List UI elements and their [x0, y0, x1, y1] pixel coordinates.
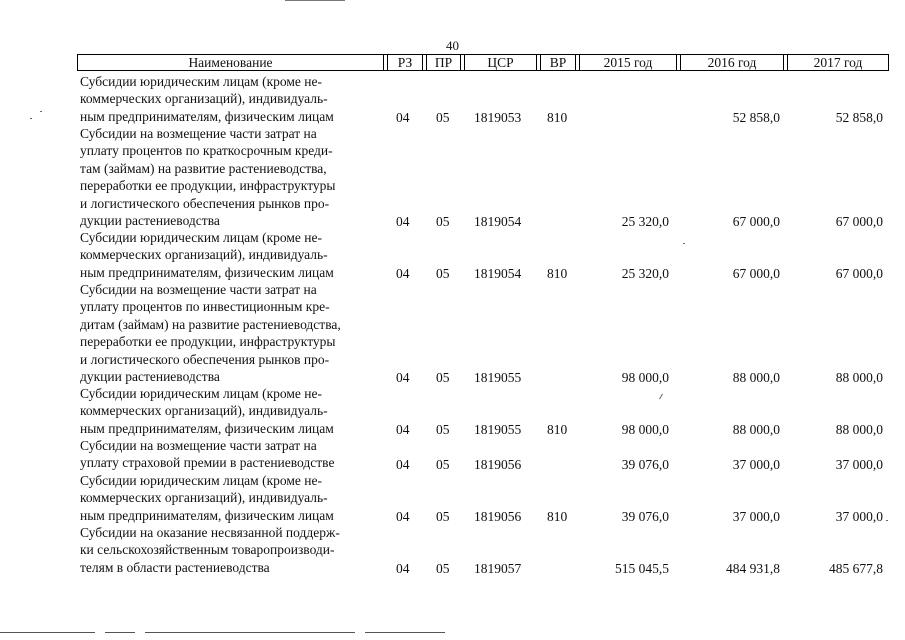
row-rz: 04: [396, 369, 410, 385]
scan-speck: [40, 111, 42, 112]
row-2016: 67 000,0: [732, 213, 780, 229]
row-csr: 1819054: [474, 265, 522, 281]
row-csr: 1819055: [474, 421, 522, 437]
row-2016: 88 000,0: [732, 421, 780, 437]
header-2015: 2015 год: [579, 55, 677, 70]
row-csr: 1819056: [474, 456, 522, 472]
row-2016: 484 931,8: [726, 560, 780, 576]
row-2016: 88 000,0: [732, 369, 780, 385]
row-2017: 67 000,0: [835, 265, 883, 281]
row-name: Субсидии на возмещение части затрат на уплату страховой премии в растениеводстве: [80, 438, 335, 471]
row-2015: 25 320,0: [621, 265, 669, 281]
header-rz: РЗ: [387, 55, 423, 70]
scan-speck: [886, 520, 888, 521]
row-rz: 04: [396, 508, 410, 524]
row-name: Субсидии юридическим лицам (кроме не- коммерческих организаций), индивидуаль- ным предпринимателям, физическим лицам: [80, 386, 334, 436]
row-rz: 04: [396, 456, 410, 472]
row-pr: 05: [436, 560, 450, 576]
scan-bottom-line: [145, 632, 355, 633]
row-2016: 52 858,0: [732, 109, 780, 125]
row-csr: 1819057: [474, 560, 522, 576]
table-row: [0, 281, 905, 386]
row-pr: 05: [436, 456, 450, 472]
header-2017: 2017 год: [787, 55, 889, 70]
row-2017: 88 000,0: [835, 369, 883, 385]
table-row: [0, 437, 905, 473]
table-row: [0, 524, 905, 577]
row-2016: 67 000,0: [732, 265, 780, 281]
row-rz: 04: [396, 560, 410, 576]
header-csr: ЦСР: [464, 55, 537, 70]
table-row: [0, 385, 905, 438]
row-csr: 1819056: [474, 508, 522, 524]
header-name: Наименование: [77, 55, 384, 70]
header-2016: 2016 год: [680, 55, 784, 70]
row-vr: 810: [547, 508, 568, 524]
row-2015: 39 076,0: [621, 508, 669, 524]
row-pr: 05: [436, 265, 450, 281]
scan-bottom-line: [105, 632, 135, 633]
row-2017: 52 858,0: [835, 109, 883, 125]
row-2017: 485 677,8: [829, 560, 883, 576]
scan-speck: [30, 118, 32, 119]
table-row: [0, 229, 905, 282]
row-2016: 37 000,0: [732, 508, 780, 524]
row-2015: 25 320,0: [621, 213, 669, 229]
row-2015: 98 000,0: [621, 369, 669, 385]
row-2017: 88 000,0: [835, 421, 883, 437]
table-row: [0, 472, 905, 525]
row-name: Субсидии юридическим лицам (кроме не- коммерческих организаций), индивидуаль- ным предпринимателям, физическим лицам: [80, 230, 334, 280]
row-2015: 515 045,5: [615, 560, 669, 576]
row-rz: 04: [396, 421, 410, 437]
row-2017: 67 000,0: [835, 213, 883, 229]
table-row: [0, 73, 905, 126]
row-2017: 37 000,0: [835, 508, 883, 524]
scan-bottom-line: [365, 632, 445, 633]
row-csr: 1819053: [474, 109, 522, 125]
header-vr: ВР: [540, 55, 576, 70]
row-vr: 810: [547, 421, 568, 437]
row-pr: 05: [436, 369, 450, 385]
row-csr: 1819055: [474, 369, 522, 385]
row-2017: 37 000,0: [835, 456, 883, 472]
row-vr: 810: [547, 109, 568, 125]
scan-speck: [683, 243, 685, 244]
row-name: Субсидии на возмещение части затрат на уплату процентов по краткосрочным креди- там (займам) на развитие растениеводства, переработки ее продукции, инфраструктуры и логистического обеспечения рынков про- дукции растениеводства: [80, 126, 336, 229]
row-rz: 04: [396, 265, 410, 281]
row-name: Субсидии юридическим лицам (кроме не- коммерческих организаций), индивидуаль- ным предпринимателям, физическим лицам: [80, 74, 334, 124]
row-2015: 39 076,0: [621, 456, 669, 472]
scan-top-line: [285, 0, 345, 1]
header-pr: ПР: [426, 55, 461, 70]
row-name: Субсидии на возмещение части затрат на уплату процентов по инвестиционным кре- дитам (займам) на развитие растениеводства, переработки ее продукции, инфраструктуры и логистического обеспечения рынков про- дукции растениеводства: [80, 282, 341, 385]
row-name: Субсидии на оказание несвязанной поддерж- ки сельскохозяйственным товаропроизводи- телям в области растениеводства: [80, 525, 340, 575]
row-pr: 05: [436, 421, 450, 437]
row-vr: 810: [547, 265, 568, 281]
row-pr: 05: [436, 213, 450, 229]
row-rz: 04: [396, 109, 410, 125]
row-2015: 98 000,0: [621, 421, 669, 437]
row-name: Субсидии юридическим лицам (кроме не- коммерческих организаций), индивидуаль- ным предпринимателям, физическим лицам: [80, 473, 334, 523]
table-row: [0, 125, 905, 230]
row-2016: 37 000,0: [732, 456, 780, 472]
row-pr: 05: [436, 508, 450, 524]
page-number: 40: [446, 38, 459, 53]
row-csr: 1819054: [474, 213, 522, 229]
row-pr: 05: [436, 109, 450, 125]
row-rz: 04: [396, 213, 410, 229]
scan-bottom-line: [0, 632, 95, 633]
